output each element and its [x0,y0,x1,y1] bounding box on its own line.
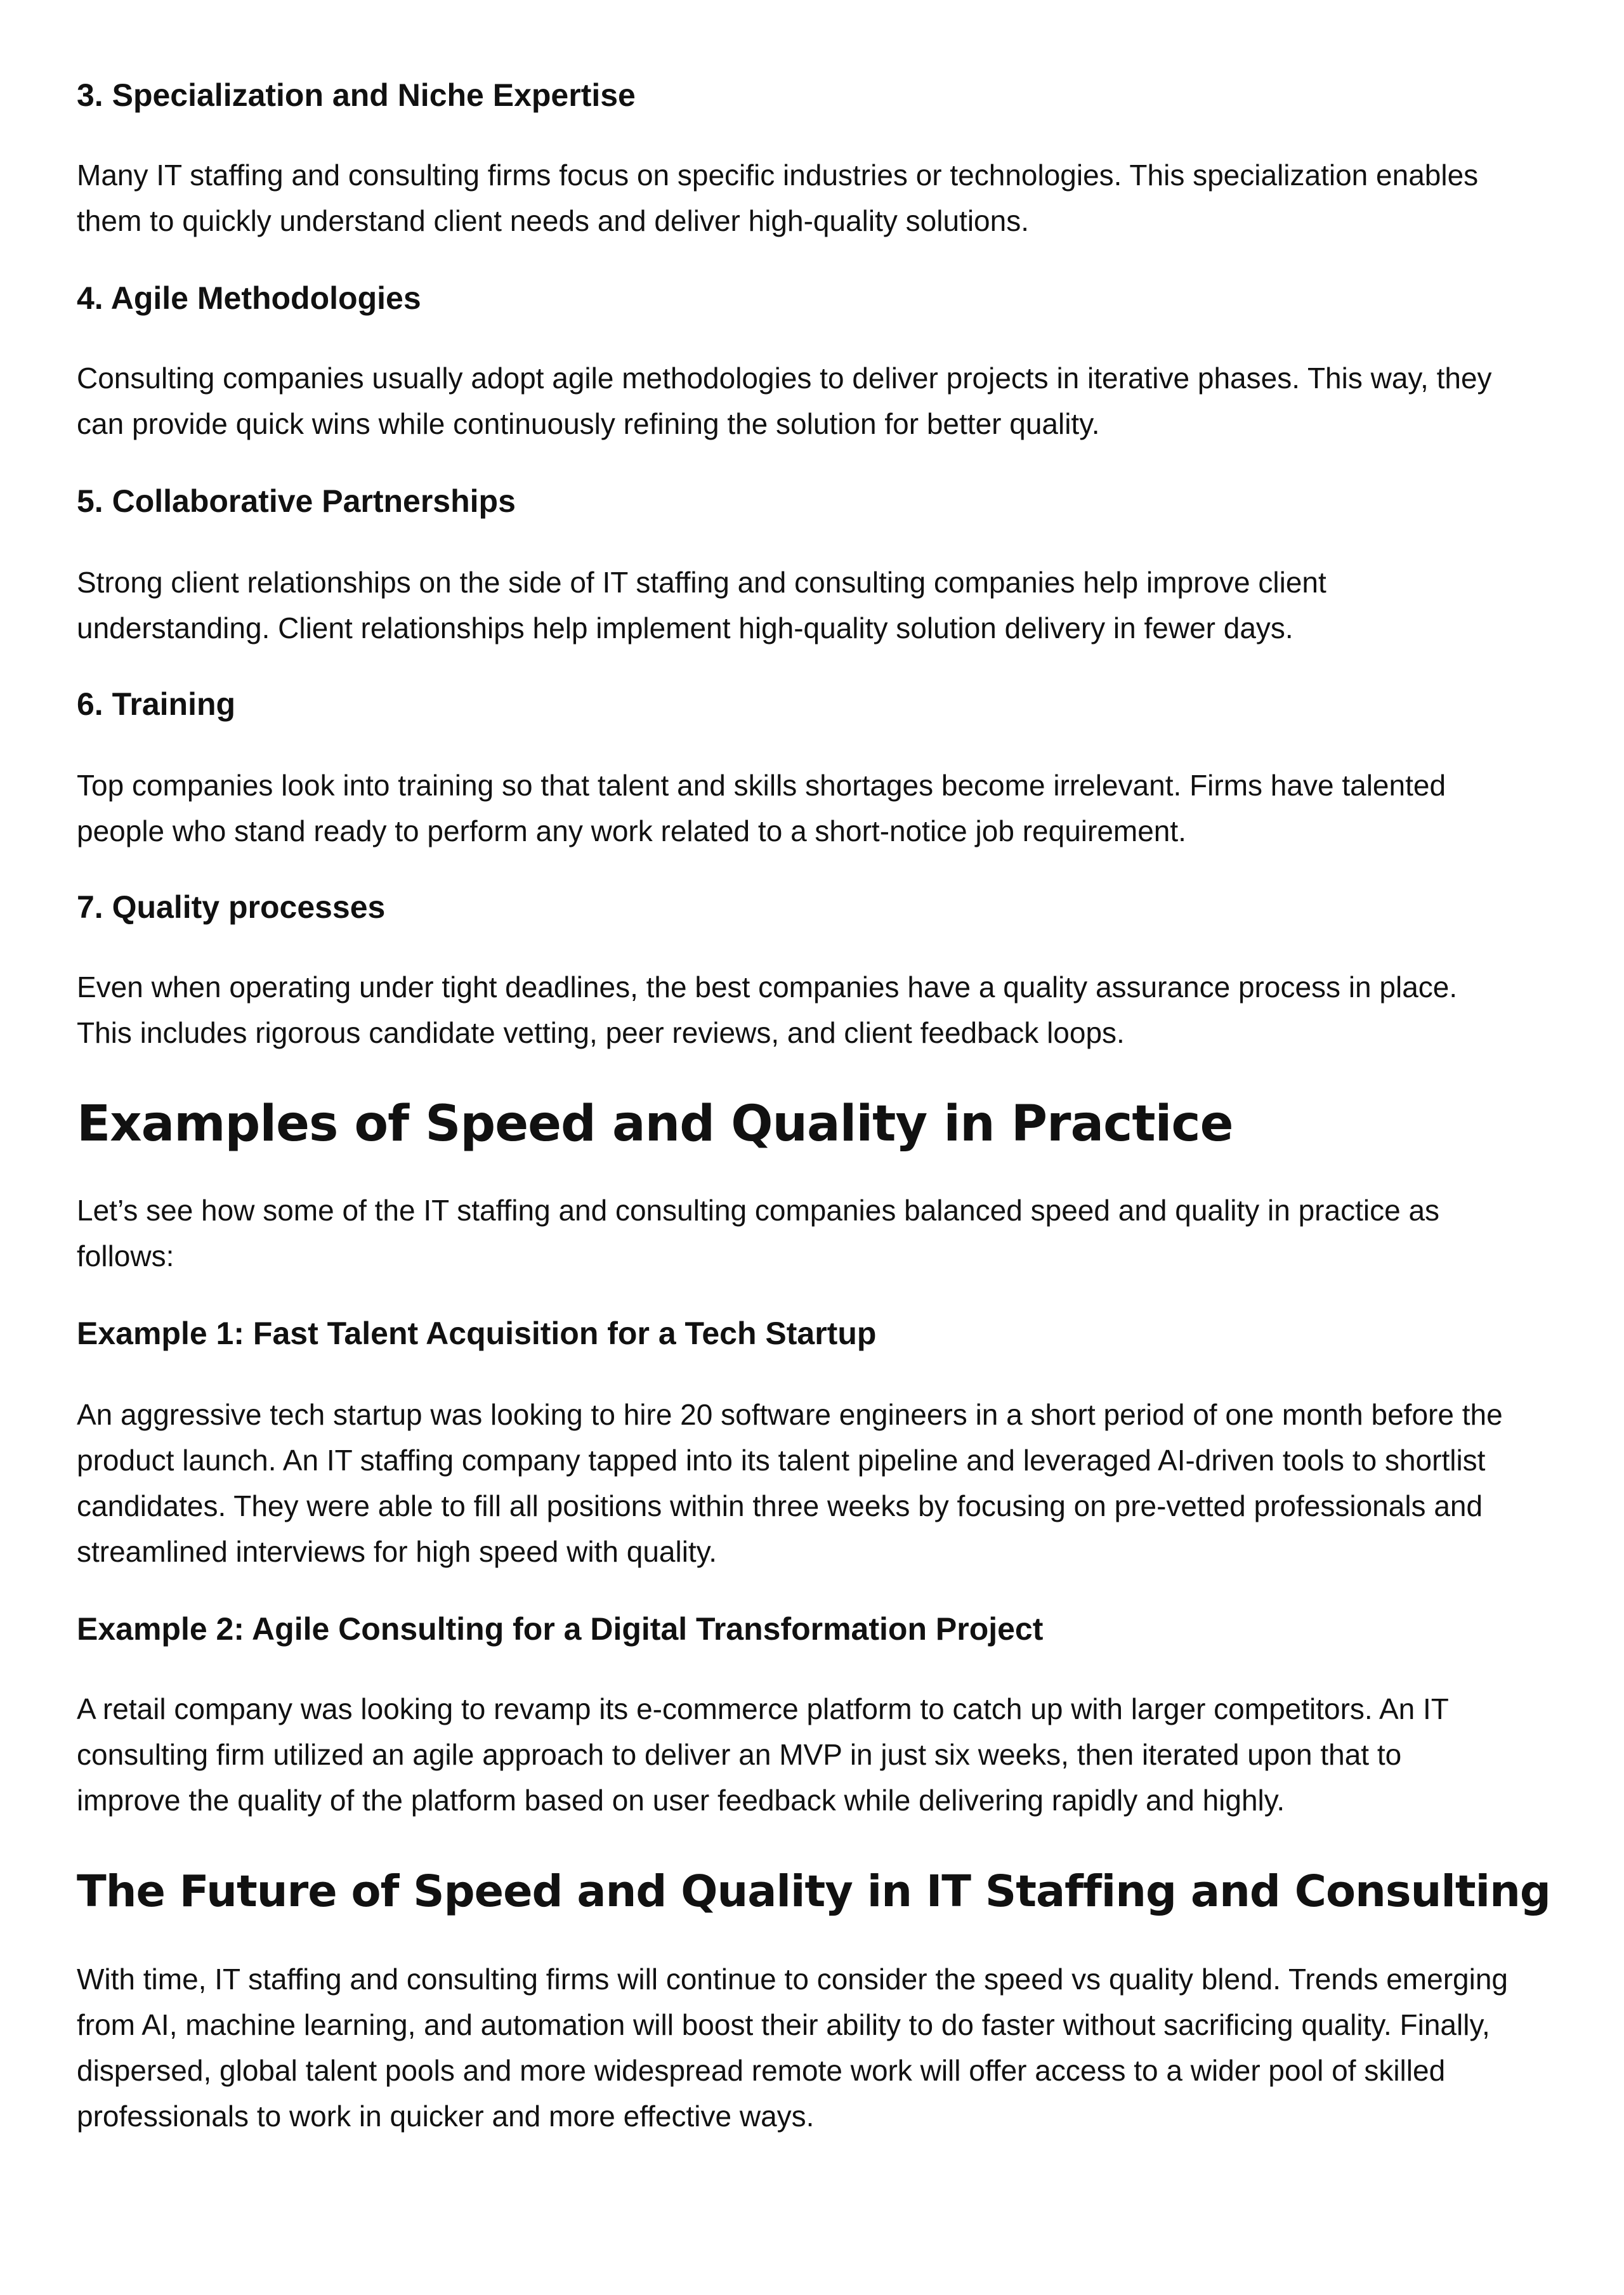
example-1-paragraph [77,1392,1555,1574]
paragraph-line: This includes rigorous candidate vetting, peer reviews, and client feedback loops. [77,1016,1125,1049]
paragraph-line: Even when operating under tight deadlines, the best companies have a quality assurance process in place. [77,971,1458,1004]
section-paragraph-training [77,762,1555,854]
section-heading-agile: 4. Agile Methodologies [77,280,421,316]
section-heading-training: 6. Training [77,686,236,722]
example-2-paragraph [77,1686,1555,1823]
examples-intro-paragraph [77,1187,1555,1279]
paragraph-line: Many IT staffing and consulting firms focus on specific industries or technologies. This specialization enables [77,159,1479,192]
paragraph-line: Let’s see how some of the IT staffing and consulting companies balanced speed and quality in practice as [77,1194,1440,1227]
paragraph-line: understanding. Client relationships help implement high-quality solution delivery in fewer days. [77,611,1293,644]
section-heading-quality-processes: 7. Quality processes [77,889,386,925]
example-1-heading: Example 1: Fast Talent Acquisition for a Tech Startup [77,1316,877,1351]
paragraph-line: Consulting companies usually adopt agile methodologies to deliver projects in iterative phases. This way, they [77,362,1492,395]
paragraph-line: A retail company was looking to revamp its e-commerce platform to catch up with larger competitors. An IT [77,1692,1449,1725]
section-paragraph-agile [77,355,1555,447]
paragraph-line: streamlined interviews for high speed with quality. [77,1535,717,1568]
future-heading: The Future of Speed and Quality in IT Staffing and Consulting [77,1866,1550,1917]
paragraph-line: Strong client relationships on the side of IT staffing and consulting companies help improve client [77,566,1326,599]
examples-heading: Examples of Speed and Quality in Practice [77,1095,1233,1153]
example-2-heading: Example 2: Agile Consulting for a Digital Transformation Project [77,1611,1044,1647]
paragraph-line: improve the quality of the platform based on user feedback while delivering rapidly and highly. [77,1784,1285,1817]
paragraph-line: Top companies look into training so that talent and skills shortages become irrelevant. Firms have talented [77,769,1446,802]
paragraph-line: can provide quick wins while continuously refining the solution for better quality. [77,407,1100,440]
paragraph-line: dispersed, global talent pools and more widespread remote work will offer access to a wider pool of skilled [77,2054,1446,2087]
paragraph-line: candidates. They were able to fill all positions within three weeks by focusing on pre-vetted professionals and [77,1489,1483,1522]
paragraph-line: professionals to work in quicker and more effective ways. [77,2100,815,2133]
section-heading-partnerships: 5. Collaborative Partnerships [77,483,516,519]
paragraph-line: With time, IT staffing and consulting firms will continue to consider the speed vs quality blend. Trends emerging [77,1963,1508,1996]
section-paragraph-quality-processes [77,964,1555,1056]
section-paragraph-specialization [77,152,1555,244]
paragraph-line: from AI, machine learning, and automation will boost their ability to do faster without sacrificing quality. Finally, [77,2008,1490,2041]
paragraph-line: them to quickly understand client needs and deliver high-quality solutions. [77,204,1029,237]
future-paragraph [77,1956,1555,2139]
section-heading-specialization: 3. Specialization and Niche Expertise [77,77,636,113]
paragraph-line: people who stand ready to perform any work related to a short-notice job requirement. [77,814,1186,847]
paragraph-line: product launch. An IT staffing company tapped into its talent pipeline and leveraged AI-driven tools to shortlist [77,1444,1486,1477]
paragraph-line: An aggressive tech startup was looking to hire 20 software engineers in a short period of one month before the [77,1398,1503,1431]
paragraph-line: follows: [77,1239,174,1272]
section-paragraph-partnerships [77,559,1555,651]
paragraph-line: consulting firm utilized an agile approach to deliver an MVP in just six weeks, then iterated upon that to [77,1738,1402,1771]
